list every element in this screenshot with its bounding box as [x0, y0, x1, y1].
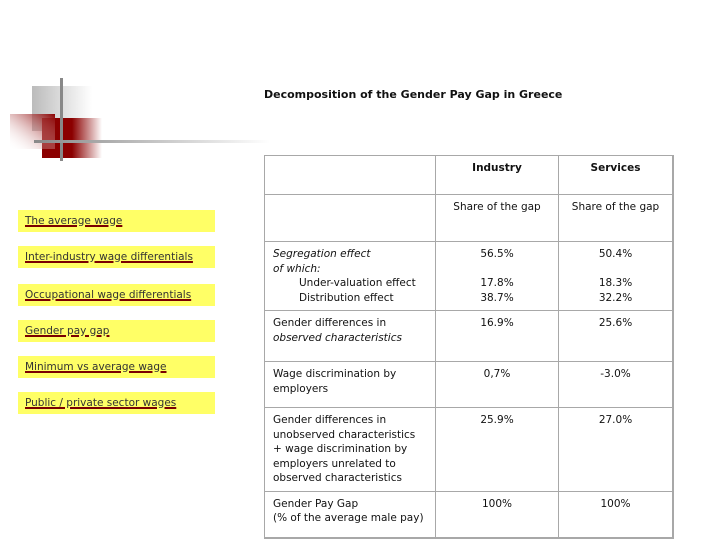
nav-item-occupational[interactable] [18, 284, 215, 306]
nav-item-gender-pay-gap[interactable] [18, 320, 215, 342]
empty-cell [265, 156, 436, 195]
nav-link[interactable]: The average wage [25, 215, 123, 227]
services-value: 50.4% 18.3% 32.2% [559, 242, 674, 311]
row-label: Segregation effect of which: Under-valuation effect Distribution effect [265, 242, 436, 311]
header-services: Services [559, 156, 674, 195]
decorative-logo [0, 70, 270, 170]
services-value: 25.6% [559, 311, 674, 362]
services-value: 100% [559, 491, 674, 538]
page-title: Decomposition of the Gender Pay Gap in Greece [264, 88, 563, 101]
nav-item-public-private[interactable] [18, 392, 215, 414]
decomposition-table [264, 155, 674, 539]
services-value: -3.0% [559, 362, 674, 408]
nav-link[interactable]: Inter-industry wage differentials [25, 251, 193, 263]
nav-item-minimum-wage[interactable] [18, 356, 215, 378]
nav-link[interactable]: Occupational wage differentials [25, 289, 192, 301]
nav-item-average-wage[interactable] [18, 210, 215, 232]
industry-value: 100% [436, 491, 559, 538]
row-label: Wage discrimination by employers [265, 362, 436, 408]
table-row [265, 491, 674, 538]
industry-value: 25.9% [436, 408, 559, 492]
table-row [265, 408, 674, 492]
nav-item-inter-industry[interactable] [18, 246, 215, 268]
row-label: Gender Pay Gap (% of the average male pay) [265, 491, 436, 538]
row-label: Gender differences in unobserved characteristics + wage discrimination by employers unrelated to observed characteristics [265, 408, 436, 492]
industry-value: 56.5% 17.8% 38.7% [436, 242, 559, 311]
subheader-industry: Share of the gap [436, 195, 559, 242]
services-value: 27.0% [559, 408, 674, 492]
nav-link[interactable]: Public / private sector wages [25, 397, 177, 409]
industry-value: 0,7% [436, 362, 559, 408]
table-row [265, 311, 674, 362]
header-industry: Industry [436, 156, 559, 195]
subheader-services: Share of the gap [559, 195, 674, 242]
row-label: Gender differences in observed characteristics [265, 311, 436, 362]
table-row [265, 242, 674, 311]
industry-value: 16.9% [436, 311, 559, 362]
table-row [265, 362, 674, 408]
empty-cell [265, 195, 436, 242]
nav-link[interactable]: Minimum vs average wage [25, 361, 167, 373]
nav-link[interactable]: Gender pay gap [25, 325, 110, 337]
